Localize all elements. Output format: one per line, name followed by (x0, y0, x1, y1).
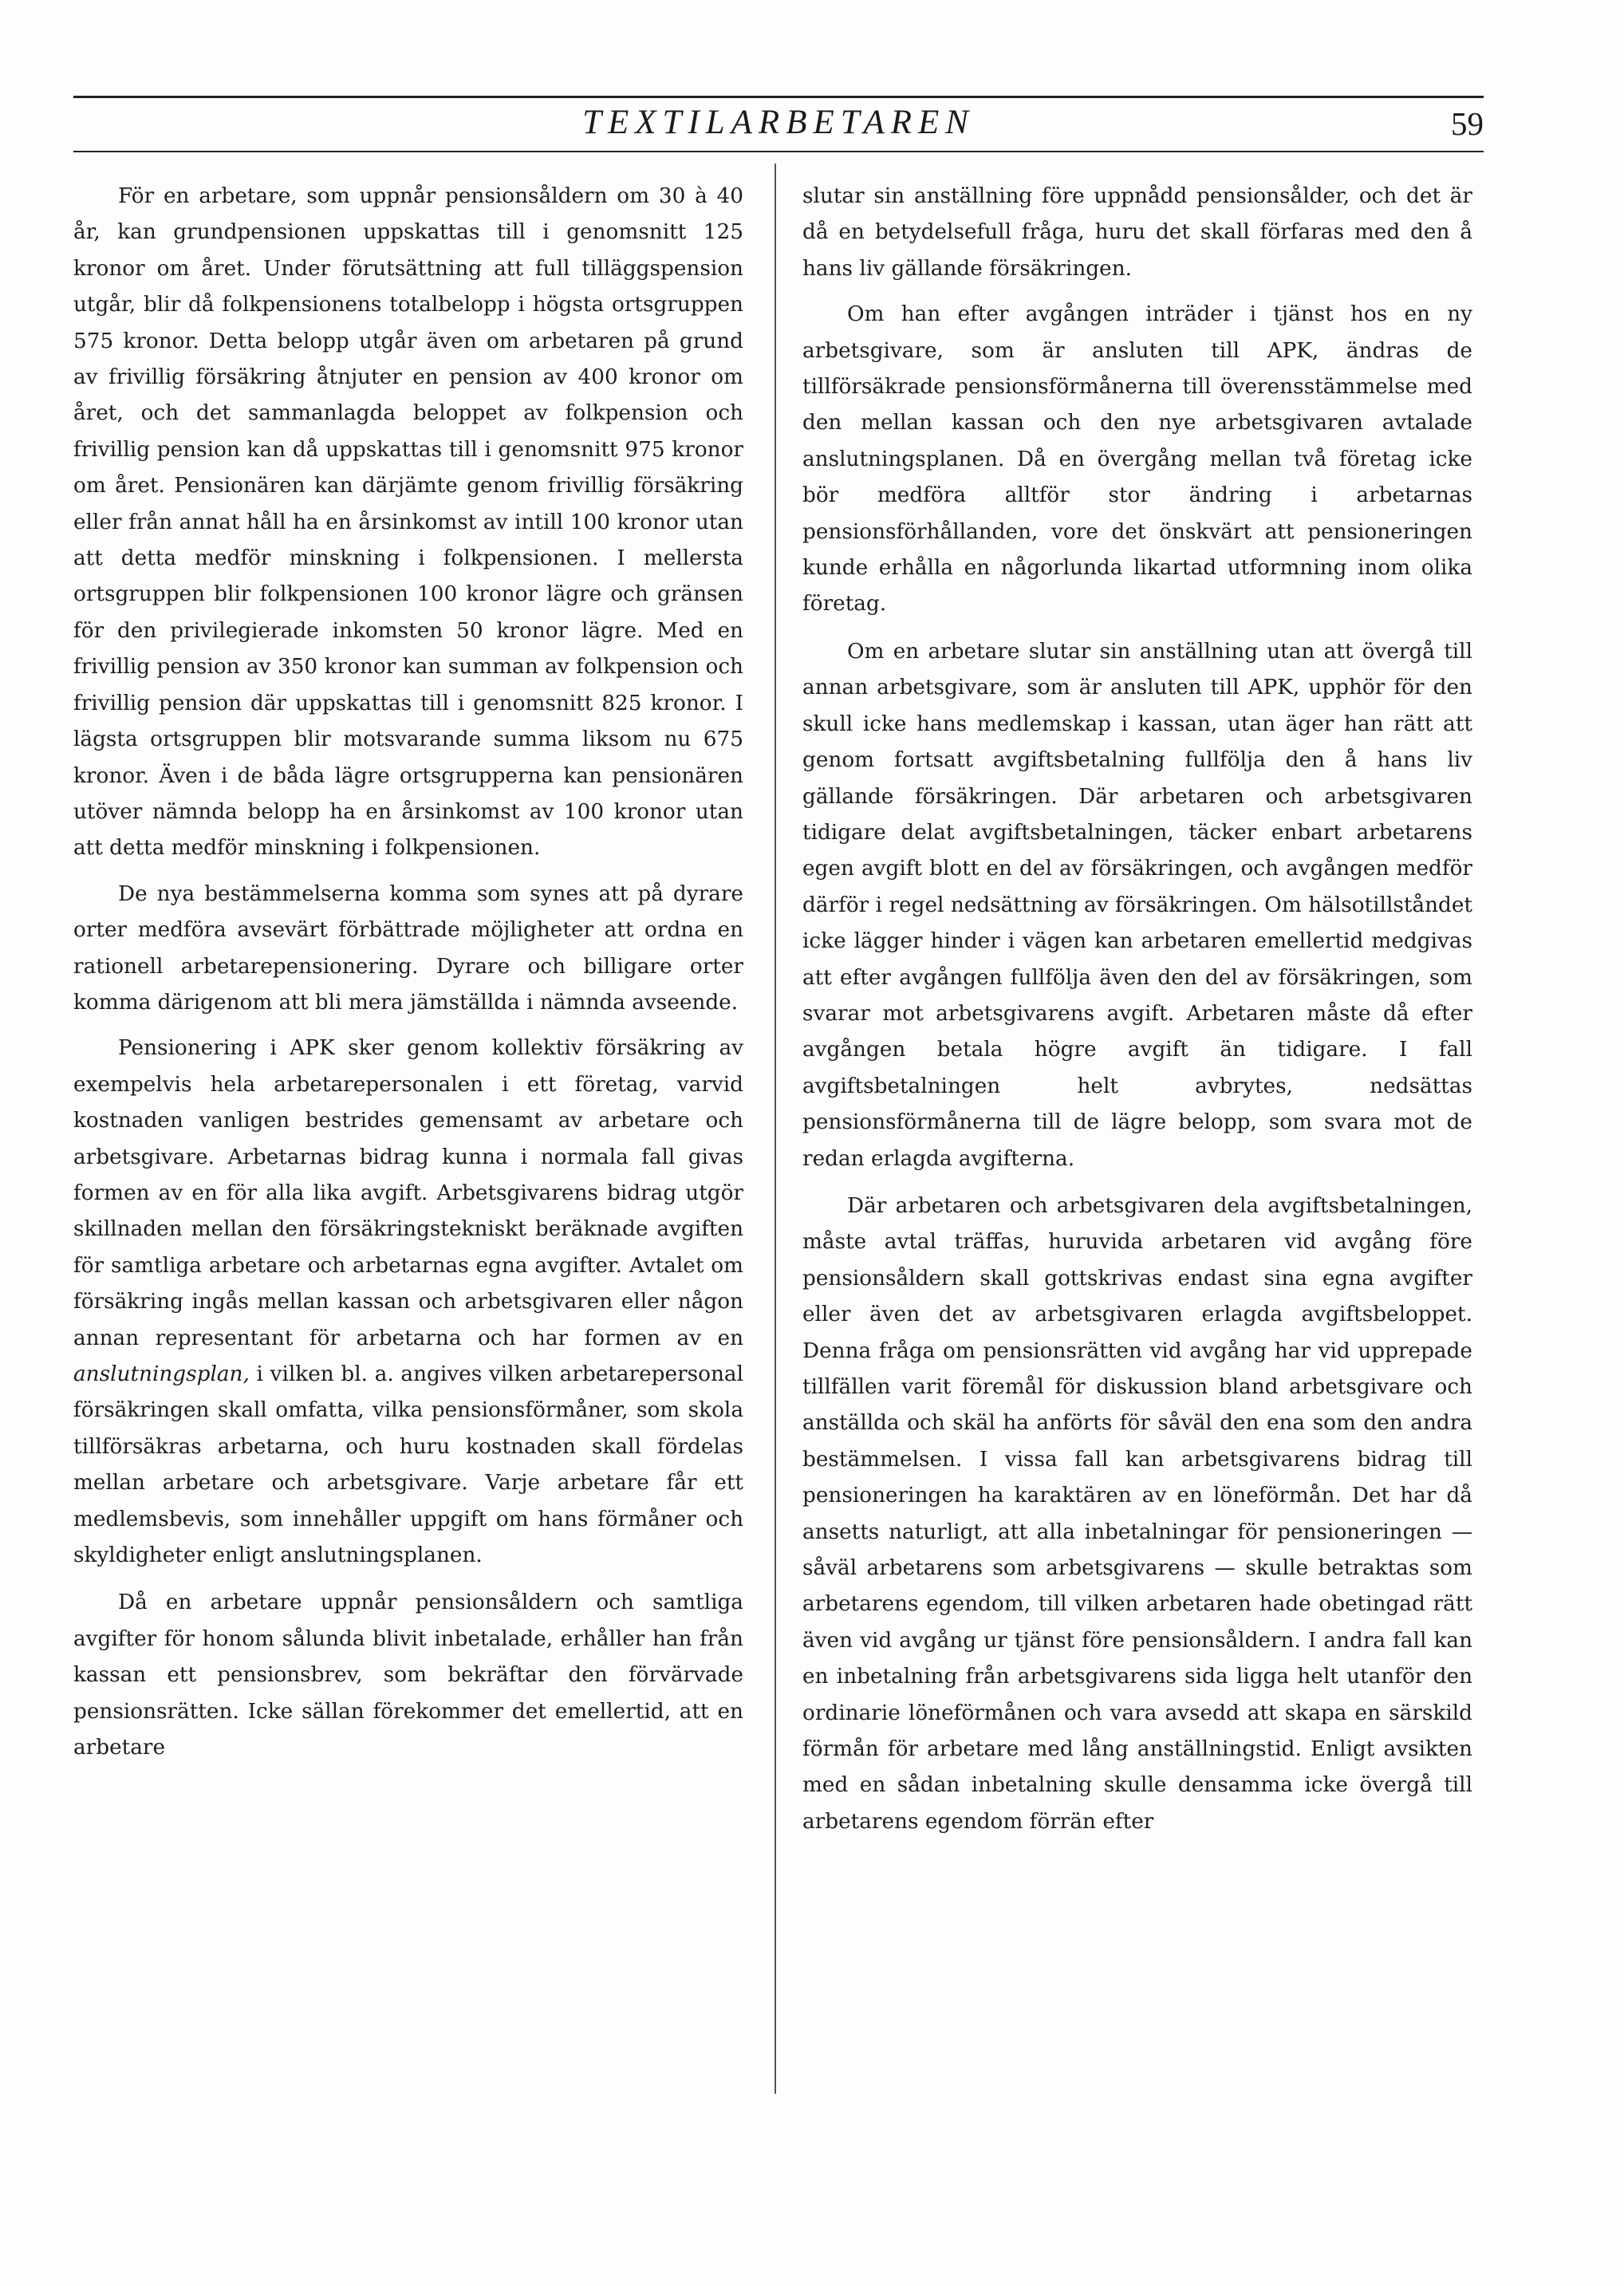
paragraph: De nya bestämmelserna komma som synes att på dyrare orter medföra avsevärt förbättrade möjligheter att ordna en rationell arbetarepensionering. Dyrare och billigare orter komma därigenom att bli mera jämställda i nämnda avseende. (73, 881, 743, 1015)
journal-title: TEXTILARBETAREN (582, 104, 975, 141)
paragraph: slutar sin anställning före uppnådd pensionsålder, och det är då en betydelsefull fråga, huru det skall förfaras med den å hans liv gällande försäkringen. (802, 184, 1472, 281)
paragraph: Om han efter avgången inträder i tjänst hos en ny arbetsgivare, som är ansluten till APK, ändras de tillförsäkrade pensionsförmånerna till överensstämmelse med den mellan kassan och den nye arbetsgivaren avtalade anslutningsplanen. Då en övergång mellan två företag icke bör medföra alltför stor ändring i arbetarnas pensionsförhållanden, vore det önskvärt att pensioneringen kunde erhålla en någorlunda likartad utformning inom olika företag. (802, 302, 1472, 617)
paragraph: För en arbetare, som uppnår pensionsåldern om 30 à 40 år, kan grundpensionen uppskattas till i genomsnitt 125 kronor om året. Under förutsättning att full tilläggspension utgår, blir då folkpensionens totalbelopp i högsta ortsgruppen 575 kronor. Detta belopp utgår även om arbetaren på grund av frivillig försäkring åtnjuter en pension av 400 kronor om året, och det sammanlagda beloppet av folkpension och frivillig pension kan då uppskattas till i genomsnitt 975 kronor om året. Pensionären kan därjämte genom frivillig försäkring eller från annat håll ha en årsinkomst av intill 100 kronor utan att detta medför minskning i folkpensionen. I mellersta ortsgruppen blir folkpensionen 100 kronor lägre och gränsen för den privilegierade inkomsten 50 kronor lägre. Med en frivillig pension av 350 kronor kan summan av folkpension och frivillig pension där uppskattas till i genomsnitt 825 kronor. I lägsta ortsgruppen blir motsvarande summa liksom nu 675 kronor. Även i de båda lägre ortsgrupperna kan pensionären utöver nämnda belopp ha en årsinkomst av 100 kronor utan att detta medför minskning i folkpensionen. (73, 184, 743, 861)
paragraph-text: Pensionering i APK sker genom kollektiv försäkring av exempelvis hela arbetarepersonalen i ett företag, varvid kostnaden vanligen bestrides gemensamt av arbetare och arbetsgivare. Arbetarnas bidrag kunna i normala fall givas formen av en för alla lika avgift. Arbetsgivarens bidrag utgör skillnaden mellan den försäkringstekniskt beräknade avgiften för samtliga arbetare och arbetarnas egna avgifter. Avtalet om försäkring ingås mellan kassan och arbetsgivaren eller någon annan representant för arbetarna och har formen av en (73, 1036, 743, 1350)
paragraph: Där arbetaren och arbetsgivaren dela avgiftsbetalningen, måste avtal träffas, huruvida arbetaren vid avgång före pensionsåldern skall gottskrivas endast sina egna avgifter eller även det av arbetsgivaren erlagda avgiftsbeloppet. Denna fråga om pensionsrätten vid avgång har vid upprepade tillfällen varit föremål för diskussion bland arbetsgivare och anställda och skäl ha anförts för såväl den ena som den andra bestämmelsen. I vissa fall kan arbetsgivarens bidrag till pensioneringen ha karaktären av en löneförmån. Det har då ansetts naturligt, att alla inbetalningar för pensioneringen — såväl arbetarens som arbetsgivarens — skulle betraktas som arbetarens egendom, till vilken arbetaren hade obetingad rätt även vid avgång ur tjänst före pensionsåldern. I andra fall kan en inbetalning från arbetsgivarens sida ligga helt utanför den ordinarie löneförmånen och vara avsedd att skapa en särskild förmån för arbetare med lång anställningstid. Enligt avsikten med en sådan inbetalning skulle densamma icke övergå till arbetarens egendom förrän efter (802, 1193, 1472, 1834)
paragraph: Då en arbetare uppnår pensionsåldern och samtliga avgifter för honom sålunda blivit inbetalade, erhåller han från kassan ett pensionsbrev, som bekräftar den förvärvade pensionsrätten. Icke sällan förekommer det emellertid, att en arbetare (73, 1590, 743, 1760)
page-number: 59 (1451, 105, 1484, 142)
right-column (802, 179, 1472, 2252)
column-divider (775, 164, 776, 2094)
italic-term: anslutningsplan, (73, 1362, 250, 1386)
paragraph (73, 1031, 743, 1574)
page-header (73, 96, 1484, 152)
left-column (73, 179, 743, 2252)
paragraph-text: i vilken bl. a. angives vilken arbetarepersonal försäkringen skall omfatta, vilka pensionsförmåner, som skola tillförsäkras arbetarna, och huru kostnaden skall fördelas mellan arbetare och arbetsgivare. Varje arbetare får ett medlemsbevis, som innehåller uppgift om hans förmåner och skyldigheter enligt anslutningsplanen. (73, 1362, 743, 1568)
paragraph: Om en arbetare slutar sin anställning utan att övergå till annan arbetsgivare, som är ansluten till APK, upphör för den skull icke hans medlemskap i kassan, utan äger han rätt att genom fortsatt avgiftsbetalning fullfölja den å hans liv gällande försäkringen. Där arbetaren och arbetsgivaren tidigare delat avgiftsbetalningen, täcker enbart arbetarens egen avgift blott en del av försäkringen, och avgången medför därför i regel nedsättning av försäkringen. Om hälsotillståndet icke lägger hinder i vägen kan arbetaren emellertid medgivas att efter avgången fullfölja även den del av försäkringen, som svarar mot arbetsgivarens avgift. Arbetaren måste då efter avgången betala högre avgift än tidigare. I fall avgiftsbetalningen helt avbrytes, nedsättas pensionsförmånerna till de lägre belopp, som svara mot de redan erlagda avgifterna. (802, 639, 1472, 1171)
